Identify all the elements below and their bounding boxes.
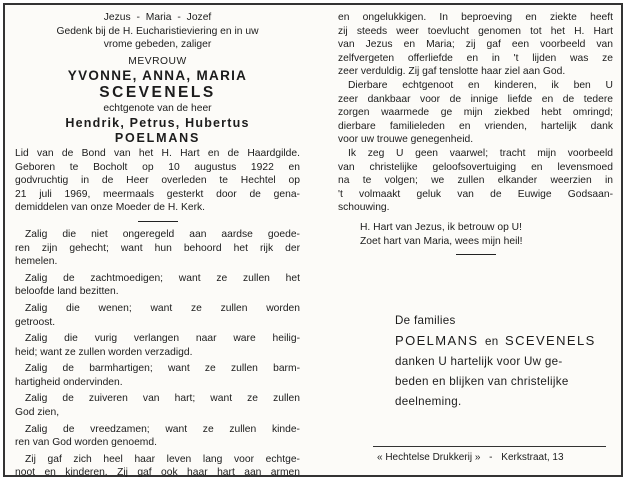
beatitude-line: Zalig die wenen; want ze zullen worden — [25, 302, 300, 314]
text-line: Dierbare echtgenoot en kinderen, ik ben U — [348, 79, 613, 91]
beatitude-line: Zalig de barmhartigen; want ze zullen barm- — [25, 363, 300, 375]
text-line: schouwing. — [338, 202, 390, 214]
text-line: Geboren te Bocholt op 10 augustus 1922 en — [15, 161, 300, 173]
beatitude — [15, 423, 300, 450]
memorial-card — [3, 3, 623, 477]
text-line: zelfvergeten offerliefde en in 't lijden was ze — [338, 52, 613, 64]
text-line: Ik zeg U geen vaarwel; tracht mijn voorbeeld — [348, 147, 613, 159]
text-line: 21 juli 1969, meermaals gesterkt door de gena- — [15, 188, 300, 200]
beatitude — [15, 332, 300, 359]
beatitude — [15, 362, 300, 389]
beatitude-line: Zalig de vreedzamen; want ze zullen kinde- — [25, 423, 300, 435]
text-line: zeer dankbaar voor de innige liefde en de tedere — [338, 93, 613, 105]
text-line: Lid van de Bond van het H. Hart en de Haardgilde. — [15, 147, 300, 159]
divider — [373, 446, 606, 447]
beatitude-line: Zalig de zachtmoedigen; want ze zullen het — [25, 272, 300, 284]
paragraph-farewell-2 — [338, 79, 613, 147]
beatitude-line: Zalig die niet ongeregeld aan aardse goede- — [25, 228, 300, 240]
beatitude-line: beloofde land bezitten. — [15, 286, 119, 298]
printer-separator: - — [489, 452, 493, 463]
divider — [138, 221, 178, 222]
left-column — [15, 11, 300, 483]
text-line: zij steeds weer toevlucht genomen tot het H. Hart — [338, 25, 613, 37]
thanks-line: beden en blijken van christelijke — [395, 375, 569, 388]
right-column — [338, 11, 613, 261]
beatitude — [15, 228, 300, 269]
printer-name: « Hechtelse Drukkerij » — [377, 452, 481, 463]
beatitude-line: Zalig de zuiveren van hart; want ze zullen — [25, 393, 300, 405]
text-line: na te volgen; we zullen elkander weerzien in — [338, 175, 613, 187]
spouse-surname: POELMANS — [114, 130, 201, 145]
prayer-line: H. Hart van Jezus, ik betrouw op U! — [360, 221, 522, 233]
spouse-given-names: Hendrik, Petrus, Hubertus — [65, 115, 250, 130]
invocation: Jezus - Maria - Jozef — [103, 12, 212, 23]
family-name: SCEVENELS — [505, 333, 596, 348]
beatitude-line: God zien, — [15, 407, 60, 419]
biography — [15, 147, 300, 215]
beatitude — [15, 392, 300, 419]
paragraph-farewell-1 — [338, 11, 613, 79]
deceased-surname: SCEVENELS — [99, 84, 216, 102]
thanks-line: deelneming. — [395, 395, 462, 408]
paragraph-farewell-3 — [338, 147, 613, 215]
text-line: demiddelen van onze Moeder de H. Kerk. — [15, 202, 206, 214]
intro-line: Gedenk bij de H. Eucharistieviering en in uw — [56, 25, 259, 37]
divider — [456, 254, 496, 255]
family-name: POELMANS — [395, 333, 479, 348]
beatitude-line: ren zijn gehecht; want hun behoord het rijk der — [15, 242, 300, 254]
beatitude-line: noot en kinderen. Zij gaf ook haar hart aan armen — [15, 467, 300, 479]
beatitude-line: Zalig die vurig verlangen naar ware heilig- — [25, 333, 300, 345]
deceased-given-names: YVONNE, ANNA, MARIA — [67, 68, 248, 84]
beatitude-line: ren van God worden genoemd. — [15, 437, 157, 449]
printer-imprint — [377, 452, 564, 463]
beatitude-line: getroost. — [15, 316, 56, 328]
text-line: zorgen waarmede ge mijn ziekbed hebt omringd; — [338, 107, 613, 119]
text-line: zeer verduldig. Zij gaf tenslotte haar ziel aan God. — [338, 66, 566, 78]
beatitude-line: hemelen. — [15, 256, 58, 268]
beatitudes — [15, 228, 300, 480]
thanks-block — [395, 311, 615, 412]
text-line: godvruchtig in de Heer overleden te Hechtel op — [15, 175, 300, 187]
beatitude-line: hartigheid ondervinden. — [15, 376, 123, 388]
beatitude-line: heid; want ze zullen worden verzadigd. — [15, 346, 193, 358]
prayer-line: Zoet hart van Maria, wees mijn heil! — [360, 235, 523, 247]
text-line: voor uw trouwe genegenheid. — [338, 134, 474, 146]
printer-address: Kerkstraat, 13 — [501, 452, 564, 463]
text-line: en ongelukkigen. In beproeving en ziekte heeft — [338, 12, 613, 23]
text-line: dierbare familieleden en vrienden, hartelijk dank — [338, 120, 613, 132]
beatitude — [15, 302, 300, 329]
thanks-line: danken U hartelijk voor Uw ge- — [395, 355, 563, 368]
thanks-line: De families — [395, 314, 456, 327]
title-word: MEVROUW — [128, 55, 187, 67]
text-line: 't volmaakt geluk van de Euwige Godsaan- — [338, 188, 613, 200]
text-line: van christelijke geloofsovertuiging en levensmoed — [338, 161, 613, 173]
beatitude — [15, 453, 300, 480]
text-line: van Jezus en Maria; zij gaf een voorbeeld van — [338, 39, 613, 51]
thanks-conjunction: en — [484, 335, 499, 348]
spouse-intro: echtgenote van de heer — [103, 103, 212, 115]
intro-line: vrome gebeden, zaliger — [103, 39, 212, 51]
beatitude-line: Zij gaf zich heel haar leven lang voor echtge- — [25, 453, 300, 465]
beatitude — [15, 272, 300, 299]
